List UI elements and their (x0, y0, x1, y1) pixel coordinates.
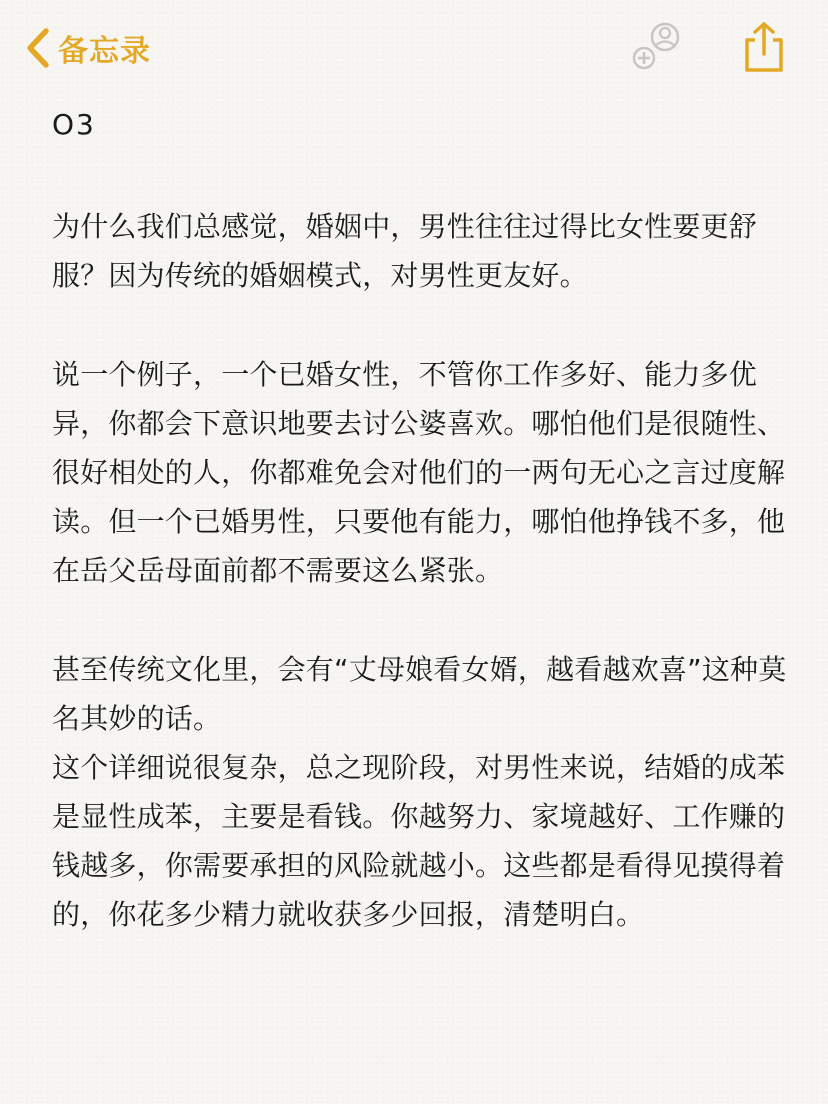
note-paragraph: 说一个例子，一个已婚女性，不管你工作多好、能力多优异，你都会下意识地要去讨公婆喜欢。哪怕他们是很随性、很好相处的人，你都难免会对他们的一两句无心之言过度解读。但一个已婚男性，只要他有能力，哪怕他挣钱不多，他在岳父岳母面前都不需要这么紧张。 (52, 358, 786, 587)
share-button[interactable] (740, 20, 788, 74)
note-heading: O3 (52, 108, 96, 141)
note-paragraph: 为什么我们总感觉，婚姻中，男性往往过得比女性要更舒服？因为传统的婚姻模式，对男性更友好。 (52, 210, 758, 292)
note-body[interactable] (52, 100, 792, 939)
navigation-bar (0, 0, 828, 96)
note-paragraph: 甚至传统文化里，会有“丈母娘看女婿，越看越欢喜”这种莫名其妙的话。 (52, 653, 787, 735)
chevron-left-icon (24, 26, 52, 70)
add-person-icon (630, 20, 688, 72)
back-button[interactable] (24, 22, 151, 74)
add-collaborator-button[interactable] (630, 20, 688, 72)
note-paragraph: 这个详细说很复杂，总之现阶段，对男性来说，结婚的成苯是显性成苯，主要是看钱。你越努力、家境越好、工作赚的钱越多，你需要承担的风险就越小。这些都是看得见摸得着的，你花多少精力就收获多少回报，清楚明白。 (52, 751, 786, 931)
share-icon (740, 20, 788, 74)
back-label: 备忘录 (58, 34, 151, 69)
